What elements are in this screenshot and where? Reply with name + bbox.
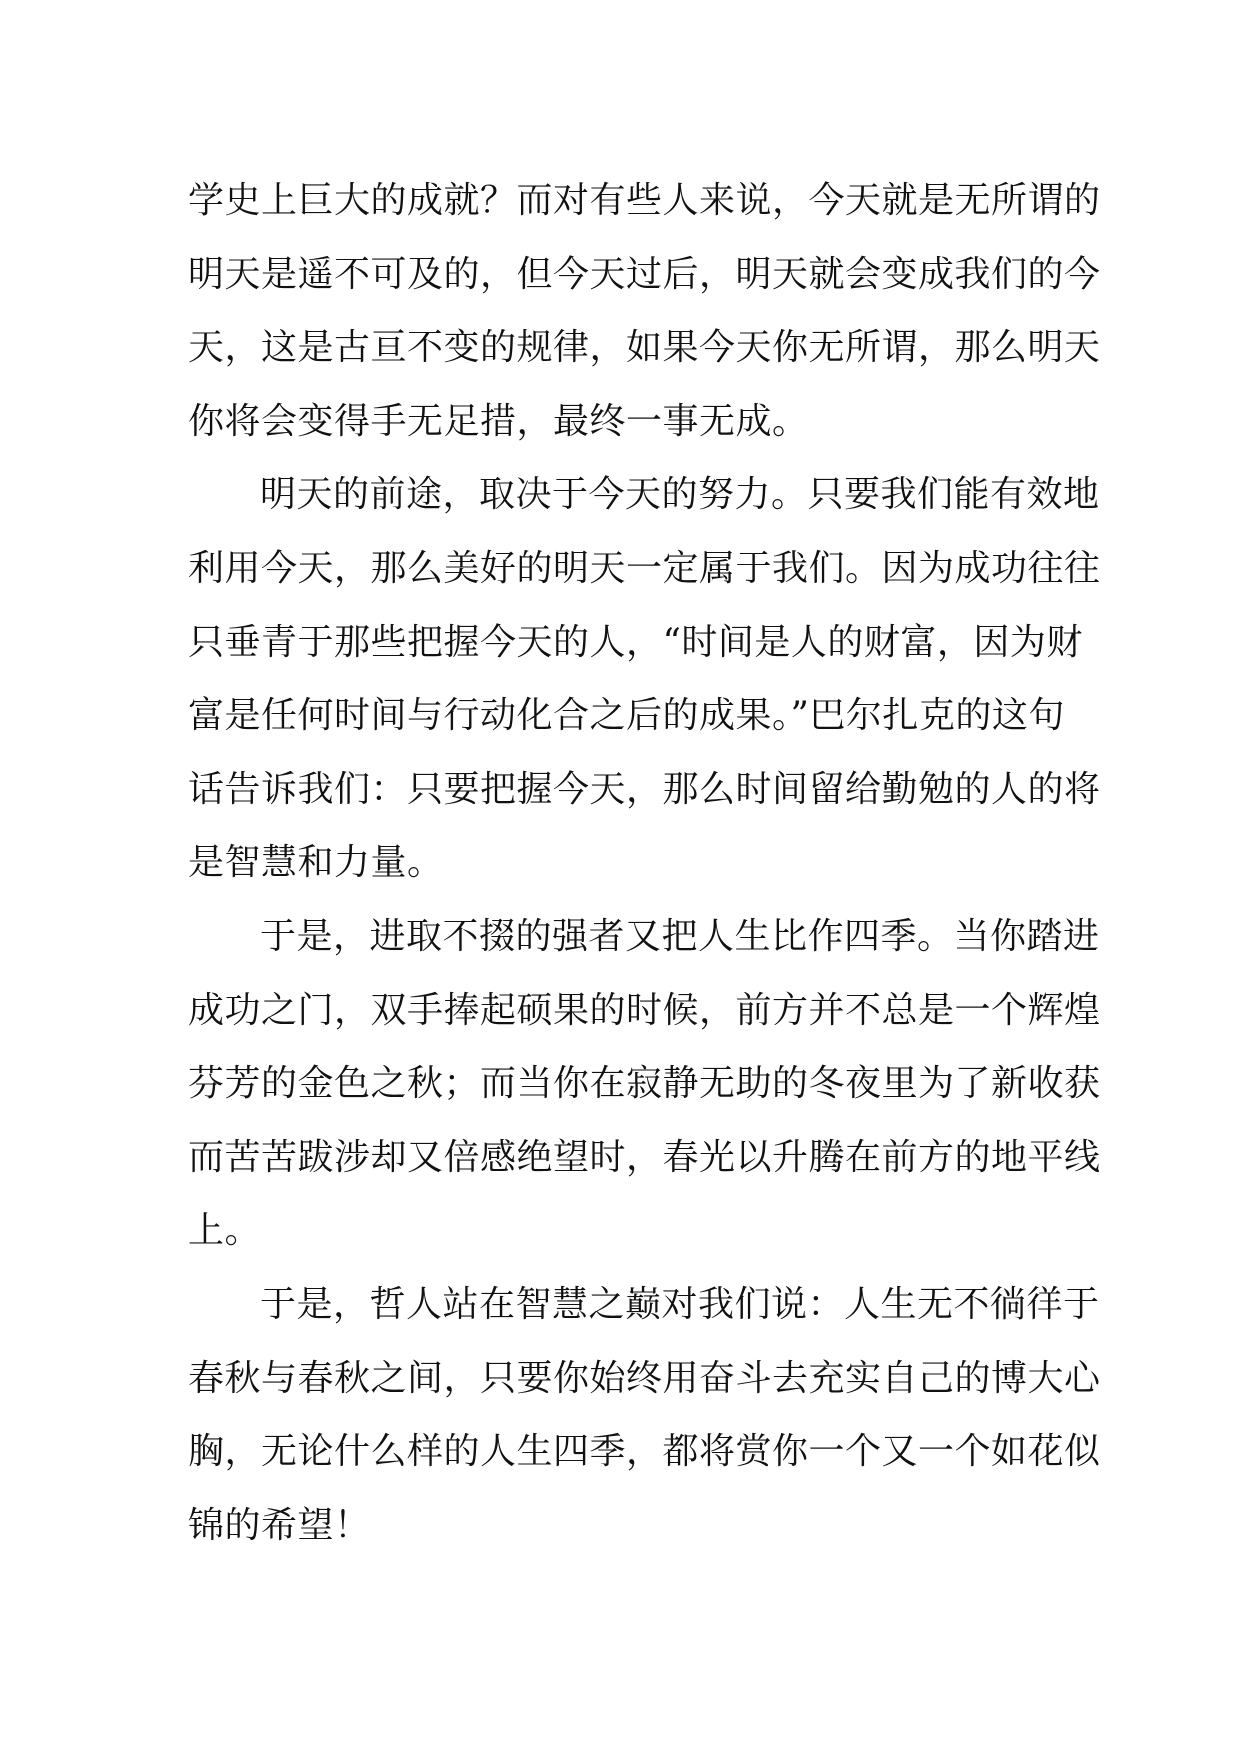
paragraph-first-line: 于是，哲人站在智慧之巅对我们说：人生无不徜徉于 [260,1283,1100,1325]
body-text [188,164,1101,1562]
text-line: 学史上巨大的成就？而对有些人来说，今天就是无所谓的 [188,180,1101,221]
text-line: 成功之门，双手捧起硕果的时候，前方并不总是一个辉煌 [188,989,1101,1031]
paragraph-first-line: 于是，进取不掇的强者又把人生比作四季。当你踏进 [260,915,1100,957]
text-line: 话告诉我们：只要把握今天，那么时间留给勤勉的人的将 [188,768,1101,810]
text-line: 上。 [188,1210,262,1252]
text-line: 你将会变得手无足措，最终一事无成。 [188,400,809,442]
text-line: 芬芳的金色之秋；而当你在寂静无助的冬夜里为了新收获 [188,1063,1101,1105]
text-line: 富是任何时间与行动化合之后的成果。”巴尔扎克的这句 [188,695,1065,737]
text-line: 天，这是古亘不变的规律，如果今天你无所谓，那么明天 [188,327,1101,369]
text-line: 利用今天，那么美好的明天一定属于我们。因为成功往往 [188,547,1101,589]
text-line: 明天是遥不可及的，但今天过后，明天就会变成我们的今 [188,253,1101,295]
paragraph-first-line: 明天的前途，取决于今天的努力。只要我们能有效地 [260,474,1100,516]
text-line: 春秋与春秋之间，只要你始终用奋斗去充实自己的博大心 [188,1357,1101,1399]
text-line: 是智慧和力量。 [188,842,444,884]
text-line: 而苦苦跋涉却又倍感绝望时，春光以升腾在前方的地平线 [188,1136,1101,1178]
text-line: 只垂青于那些把握今天的人，“时间是人的财富，因为财 [188,621,1083,663]
text-line: 胸，无论什么样的人生四季，都将赏你一个又一个如花似 [188,1431,1101,1473]
text-line: 锦的希望！ [188,1504,371,1546]
